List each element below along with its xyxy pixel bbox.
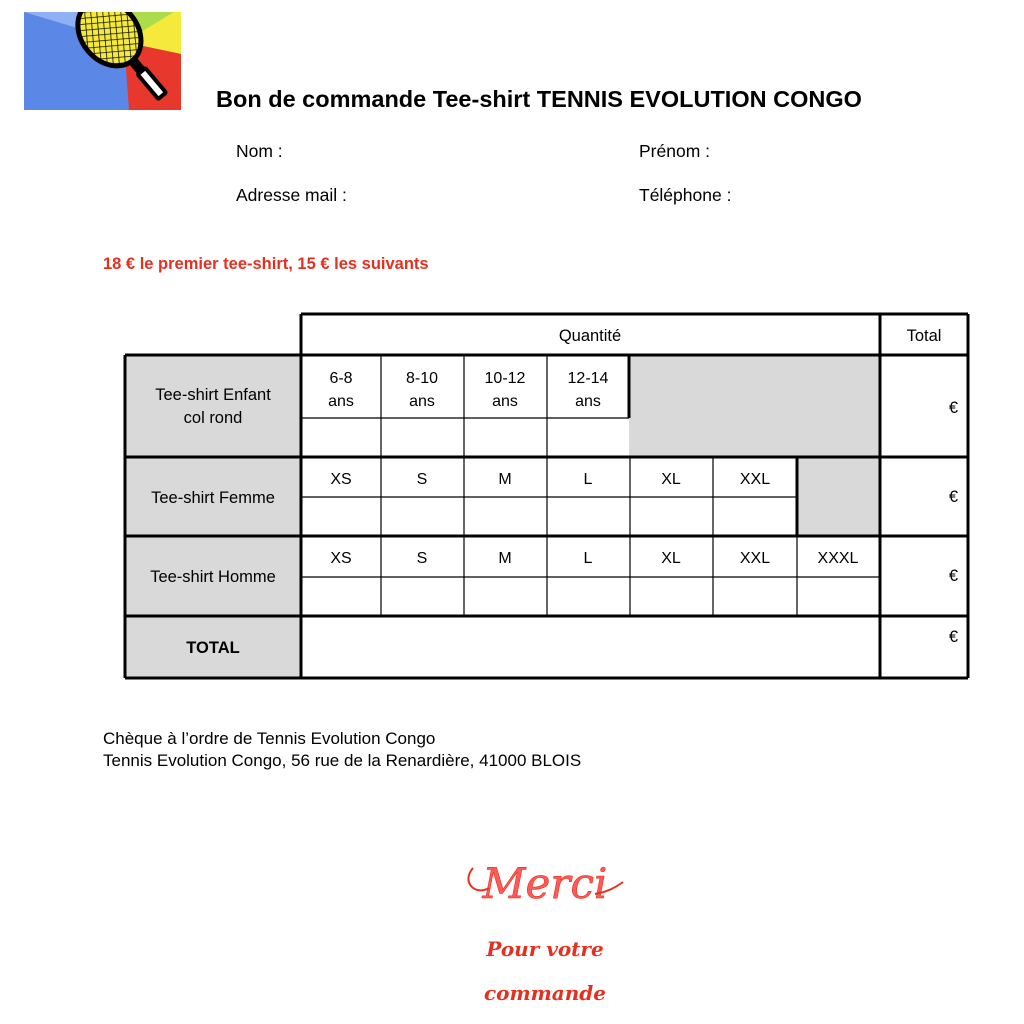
size-label: 8-10 bbox=[405, 370, 439, 387]
price-note: 18 € le premier tee-shirt, 15 € les suivants bbox=[103, 255, 429, 273]
row-label-cell-enfant bbox=[125, 355, 301, 457]
quantity-input-cell[interactable] bbox=[797, 577, 880, 616]
quantity-input-cell[interactable] bbox=[547, 577, 630, 616]
total-input-cell[interactable] bbox=[301, 616, 880, 678]
size-label: XL bbox=[661, 471, 681, 488]
total-input-cell[interactable] bbox=[880, 616, 968, 678]
size-label: ans bbox=[492, 393, 518, 410]
commande-text: commande bbox=[483, 981, 607, 1005]
femme-unused-area bbox=[797, 457, 880, 536]
size-label: S bbox=[416, 550, 428, 567]
phone-label: Téléphone : bbox=[639, 185, 732, 205]
quantity-input-cell[interactable] bbox=[630, 497, 713, 536]
quantity-header: Quantité bbox=[558, 327, 622, 345]
size-label: M bbox=[498, 550, 512, 567]
quantity-input-cell[interactable] bbox=[713, 577, 797, 616]
row-label-homme: Tee-shirt Homme bbox=[150, 568, 276, 586]
quantity-input-cell[interactable] bbox=[630, 577, 713, 616]
total-input-cell[interactable] bbox=[880, 536, 968, 616]
size-label: ans bbox=[575, 393, 601, 410]
size-label: XS bbox=[330, 550, 352, 567]
prenom-label: Prénom : bbox=[639, 141, 710, 161]
quantity-input-cell[interactable] bbox=[301, 418, 381, 457]
euro-sign: € bbox=[948, 399, 958, 417]
quantity-input-cell[interactable] bbox=[713, 497, 797, 536]
page-title: Bon de commande Tee-shirt TENNIS EVOLUTION CONGO bbox=[216, 86, 862, 112]
size-label: XXL bbox=[739, 471, 771, 488]
pour-votre-text: Pour votre bbox=[486, 937, 604, 961]
quantity-input-cell[interactable] bbox=[547, 418, 629, 457]
size-label: XXL bbox=[739, 550, 771, 567]
quantity-input-cell[interactable] bbox=[464, 418, 547, 457]
size-label: ans bbox=[409, 393, 435, 410]
enfant-unused-area bbox=[629, 355, 880, 457]
merci-signature bbox=[455, 848, 635, 1018]
address-line: Tennis Evolution Congo, 56 rue de la Renardière, 41000 BLOIS bbox=[103, 751, 582, 770]
quantity-input-cell[interactable] bbox=[547, 497, 630, 536]
size-label: L bbox=[583, 471, 593, 488]
size-label: ans bbox=[328, 393, 354, 410]
size-label: L bbox=[583, 550, 593, 567]
total-header: Total bbox=[906, 327, 942, 345]
quantity-input-cell[interactable] bbox=[301, 577, 381, 616]
size-label: XXXL bbox=[817, 550, 859, 567]
quantity-input-cell[interactable] bbox=[301, 497, 381, 536]
merci-text: Merci bbox=[482, 859, 608, 908]
total-input-cell[interactable] bbox=[880, 457, 968, 536]
size-label: M bbox=[498, 471, 512, 488]
quantity-input-cell[interactable] bbox=[464, 577, 547, 616]
size-label: 12-14 bbox=[567, 370, 609, 387]
email-label: Adresse mail : bbox=[236, 185, 347, 205]
size-label: 10-12 bbox=[484, 370, 526, 387]
row-label-femme: Tee-shirt Femme bbox=[151, 489, 275, 507]
size-label: 6-8 bbox=[329, 370, 353, 387]
cheque-line: Chèque à l’ordre de Tennis Evolution Congo bbox=[103, 729, 436, 748]
quantity-input-cell[interactable] bbox=[381, 418, 464, 457]
euro-sign: € bbox=[948, 567, 958, 585]
size-label: S bbox=[416, 471, 428, 488]
euro-sign: € bbox=[948, 628, 958, 646]
total-label: TOTAL bbox=[186, 639, 240, 657]
quantity-input-cell[interactable] bbox=[381, 497, 464, 536]
size-label: XL bbox=[661, 550, 681, 567]
row-label-enfant-line2: col rond bbox=[183, 409, 243, 427]
total-input-cell[interactable] bbox=[880, 355, 968, 457]
row-label-enfant-line1: Tee-shirt Enfant bbox=[155, 386, 271, 404]
quantity-input-cell[interactable] bbox=[464, 497, 547, 536]
quantity-input-cell[interactable] bbox=[381, 577, 464, 616]
nom-label: Nom : bbox=[236, 141, 283, 161]
size-label: XS bbox=[330, 471, 352, 488]
euro-sign: € bbox=[948, 488, 958, 506]
